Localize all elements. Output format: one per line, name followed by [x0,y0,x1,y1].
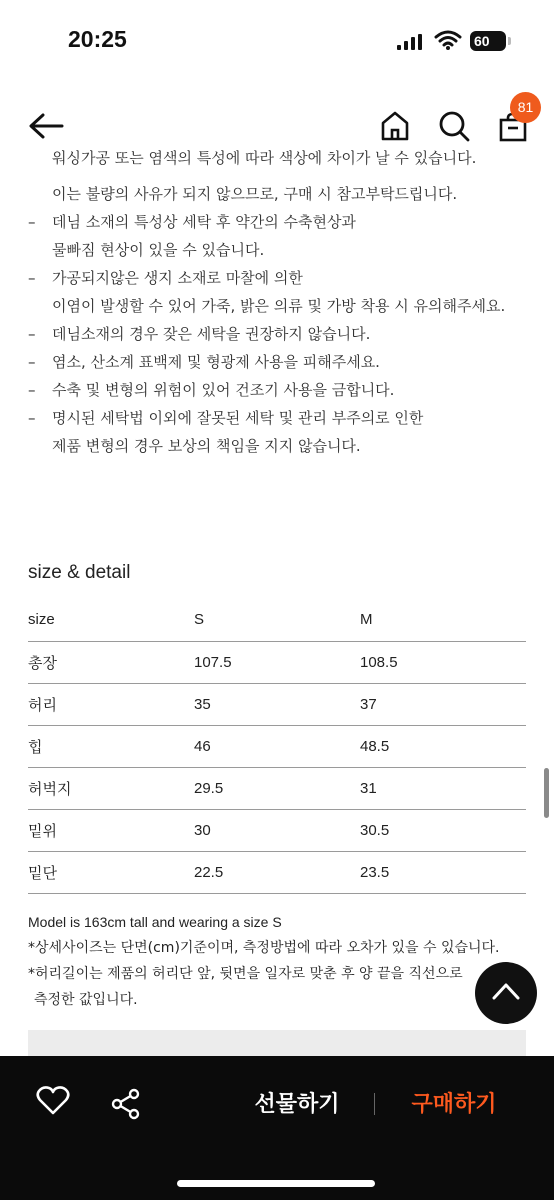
note-line: 제품 변형의 경우 보상의 책임을 지지 않습니다. [52,437,361,455]
care-notes-list [28,180,528,460]
heart-icon[interactable] [36,1086,70,1116]
size-s-value: 29.5 [194,767,360,809]
size-note: *허리길이는 제품의 허리단 앞, 뒷면을 일자로 맞춘 후 양 끝을 직선으로 [28,966,463,982]
note-line: 데님소재의 경우 잦은 세탁을 권장하지 않습니다. [52,325,371,343]
size-s-value: 30 [194,809,360,851]
measure-label: 허리 [28,683,194,725]
status-time: 20:25 [68,26,127,52]
column-header: S [194,598,360,641]
share-icon[interactable] [110,1088,142,1120]
model-info: Model is 163cm tall and wearing a size S [28,914,282,930]
care-note-item [28,320,528,348]
scroll-to-top-button[interactable] [475,962,537,1024]
note-dash: – [28,353,36,371]
size-m-value: 23.5 [360,851,526,893]
home-icon[interactable] [380,110,410,142]
size-s-value: 46 [194,725,360,767]
measure-label: 힙 [28,725,194,767]
care-note-item [28,208,528,264]
size-m-value: 37 [360,683,526,725]
chevron-up-icon [492,982,520,1000]
buy-button[interactable]: 구매하기 [411,1092,497,1117]
size-m-value: 48.5 [360,725,526,767]
cellular-signal-icon [397,34,423,50]
note-line: 수축 및 변형의 위험이 있어 건조기 사용을 금합니다. [52,381,395,399]
note-line: 명시된 세탁법 이외에 잘못된 세탁 및 관리 부주의로 인한 [52,409,424,427]
note-dash: – [28,325,36,343]
status-bar [0,0,554,84]
search-icon[interactable] [438,110,470,142]
table-row [28,809,526,851]
bottom-action-bar [0,1056,554,1200]
table-row [28,851,526,893]
size-m-value: 31 [360,767,526,809]
note-line: 물빠짐 현상이 있을 수 있습니다. [52,241,265,259]
product-detail-content[interactable] [0,149,554,1056]
table-row [28,767,526,809]
arrow-left-icon[interactable] [28,112,64,140]
size-s-value: 107.5 [194,641,360,683]
note-dash: – [28,269,36,287]
size-detail-title: size & detail [28,562,131,583]
note-dash: – [28,409,36,427]
size-table-header-row [28,598,526,641]
care-note-item [28,180,528,208]
size-note: 측정한 값입니다. [34,992,138,1008]
note-line: 데님 소재의 특성상 세탁 후 약간의 수축현상과 [52,213,356,231]
measure-label: 밑위 [28,809,194,851]
care-note-item [28,404,528,460]
column-header: M [360,598,526,641]
measure-label: 밑단 [28,851,194,893]
size-s-value: 22.5 [194,851,360,893]
table-row [28,641,526,683]
size-m-value: 30.5 [360,809,526,851]
wifi-icon [435,30,461,50]
note-dash: – [28,381,36,399]
size-table [28,598,526,894]
care-note-item [28,376,528,404]
size-note: *상세사이즈는 단면(cm)기준이며, 측정방법에 따라 오차가 있을 수 있습니다. [28,940,500,956]
note-dash: – [28,213,36,231]
note-line: 이염이 발생할 수 있어 가죽, 밝은 의류 및 가방 착용 시 유의해주세요. [52,297,506,315]
table-row [28,725,526,767]
measure-label: 총장 [28,641,194,683]
scrollbar-thumb[interactable] [544,768,549,818]
table-row [28,683,526,725]
care-note-item [28,348,528,376]
column-header: size [28,598,194,641]
care-note-item [28,264,528,320]
battery-indicator [470,31,506,51]
battery-nub [508,37,511,45]
care-note-cut-line: 워싱가공 또는 염색의 특성에 따라 색상에 차이가 날 수 있습니다. [52,149,477,167]
note-line: 염소, 산소계 표백제 및 형광제 사용을 피해주세요. [52,353,380,371]
size-m-value: 108.5 [360,641,526,683]
home-indicator[interactable] [177,1180,375,1187]
size-s-value: 35 [194,683,360,725]
bottom-bar-divider [374,1093,375,1115]
gift-button[interactable]: 선물하기 [254,1092,340,1117]
cart-count-badge: 81 [510,92,541,123]
note-line: 이는 불량의 사유가 되지 않으므로, 구매 시 참고부탁드립니다. [52,185,458,203]
measure-label: 허벅지 [28,767,194,809]
battery-level: 60 [474,33,490,49]
note-line: 가공되지않은 생지 소재로 마찰에 의한 [52,269,303,287]
